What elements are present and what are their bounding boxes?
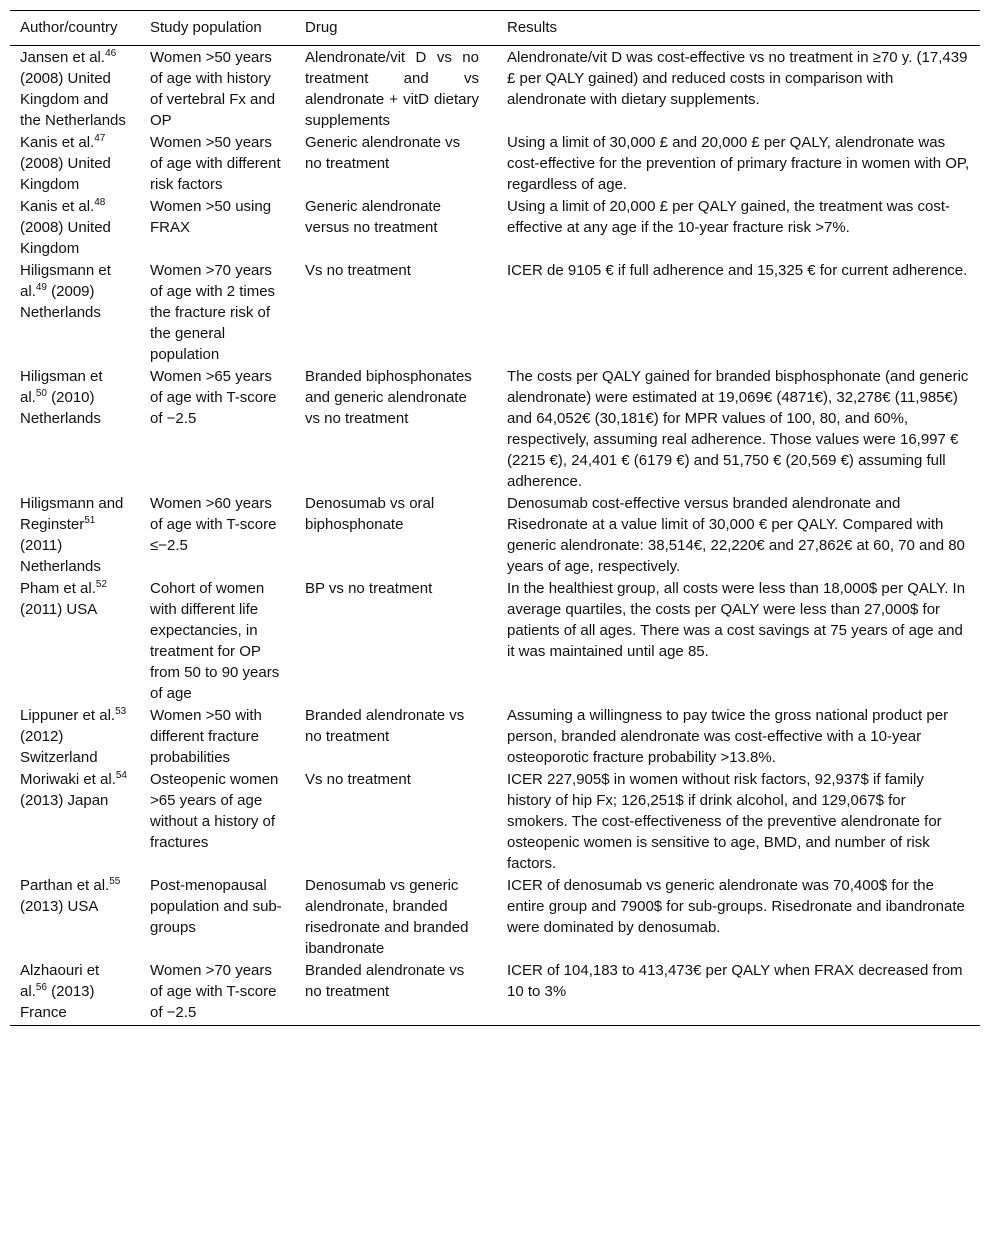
results-cell: Using a limit of 20,000 £ per QALY gained, the treatment was cost-effective at any age if the 10-year fracture risk >7%. bbox=[507, 198, 951, 236]
drug-cell: Denosumab vs oral biphosphonate bbox=[305, 495, 435, 533]
population-cell: Post-menopausal population and sub-groups bbox=[150, 877, 282, 936]
drug-cell: Vs no treatment bbox=[305, 771, 411, 788]
reference-number: 51 bbox=[84, 515, 96, 526]
header-study-population: Study population bbox=[140, 11, 295, 46]
author-cell: Hiligsmann and Reginster$^{51}$ (2011) Netherlands bbox=[20, 495, 124, 575]
population-cell: Cohort of women with different life expectancies, in treatment for OP from 50 to 90 years of age bbox=[150, 580, 280, 702]
reference-number: 52 bbox=[95, 579, 107, 590]
table-body bbox=[10, 46, 980, 1026]
author-cell: Alzhaouri et al.$^{56}$ (2013) France bbox=[10, 959, 140, 1026]
reference-number: 46 bbox=[105, 48, 117, 59]
drug-cell: Branded biphosphonates and generic alendronate vs no treatment bbox=[305, 368, 472, 427]
table-row bbox=[10, 704, 980, 768]
population-cell: Women >65 years of age with T-score of −2.5 bbox=[150, 368, 277, 427]
drug-cell: Branded alendronate vs no treatment bbox=[295, 959, 497, 1026]
results-cell: ICER of denosumab vs generic alendronate was 70,400$ for the entire group and 7900$ for sub-groups. Risedronate and ibandronate were dominated by denosumab. bbox=[507, 877, 965, 936]
results-cell: ICER of 104,183 to 413,473€ per QALY when FRAX decreased from 10 to 3% bbox=[497, 959, 980, 1026]
author-cell: Hiligsman et al.$^{50}$ (2010) Netherlands bbox=[20, 368, 103, 427]
reference-number: 54 bbox=[115, 770, 127, 781]
table-row bbox=[10, 577, 980, 704]
results-cell: Denosumab cost-effective versus branded alendronate and Risedronate at a value limit of 30,000 € per QALY. Compared with generic alendronate: 38,514€, 22,220€ and 27,862€ at 60, 70 and 80 years of age, respectively. bbox=[507, 495, 965, 575]
table-row bbox=[10, 492, 980, 577]
results-cell: The costs per QALY gained for branded bisphosphonate (and generic alendronate) were estimated at 19,069€ (4871€), 32,278€ (11,985€) and 64,052€ (30,181€) for MPR values of 100, 80, and 60%, respectively, assuming real adherence. Those values were 16,997 € (2215 €), 24,401 € (6179 €) and 51,750 € (20,569 €) assuming full adherence. bbox=[507, 368, 969, 490]
drug-cell: Denosumab vs generic alendronate, branded risedronate and branded ibandronate bbox=[305, 877, 469, 957]
population-cell: Women >60 years of age with T-score ≤−2.5 bbox=[150, 495, 277, 554]
author-cell: Lippuner et al.$^{53}$ (2012) Switzerland bbox=[20, 706, 127, 766]
population-cell: Women >70 years of age with 2 times the fracture risk of the general population bbox=[150, 262, 276, 363]
author-cell: Parthan et al.$^{55}$ (2013) USA bbox=[20, 876, 121, 915]
table-header bbox=[10, 11, 980, 46]
population-cell: Osteopenic women >65 years of age without a history of fractures bbox=[150, 771, 279, 851]
reference-number: 55 bbox=[109, 876, 121, 887]
reference-number: 50 bbox=[35, 388, 47, 399]
author-cell: Hiligsmann et al.$^{49}$ (2009) Netherlands bbox=[20, 262, 111, 321]
population-cell: Women >70 years of age with T-score of −2.5 bbox=[140, 959, 295, 1026]
population-cell: Women >50 years of age with history of vertebral Fx and OP bbox=[150, 49, 276, 129]
cost-effectiveness-table bbox=[10, 10, 980, 1026]
drug-cell: BP vs no treatment bbox=[305, 580, 433, 597]
reference-number: 48 bbox=[94, 197, 106, 208]
results-cell: In the healthiest group, all costs were less than 18,000$ per QALY. In average quartiles, the costs per QALY were less than 27,000$ for patients of all ages. There was a cost savings at 75 years of age and it was maintained until age 85. bbox=[507, 580, 966, 660]
author-cell: Moriwaki et al.$^{54}$ (2013) Japan bbox=[20, 770, 127, 809]
results-cell: ICER 227,905$ in women without risk factors, 92,937$ if family history of hip Fx; 126,251$ if drink alcohol, and 129,067$ for smokers. The cost-effectiveness of the preventive alendronate for osteopenic women is sensitive to age, BMD, and number of risk factors. bbox=[507, 771, 942, 872]
header-author-country: Author/country bbox=[10, 11, 140, 46]
header-drug: Drug bbox=[295, 11, 497, 46]
table-row bbox=[10, 959, 980, 1026]
author-cell: Jansen et al.$^{46}$ (2008) United Kingdom and the Netherlands bbox=[20, 48, 126, 129]
population-cell: Women >50 using FRAX bbox=[150, 198, 272, 236]
table-row bbox=[10, 768, 980, 874]
reference-number: 49 bbox=[35, 282, 47, 293]
header-results: Results bbox=[497, 11, 980, 46]
results-cell: Using a limit of 30,000 £ and 20,000 £ per QALY, alendronate was cost-effective for the prevention of primary fracture in women with OP, regardless of age. bbox=[507, 134, 970, 193]
drug-cell: Vs no treatment bbox=[305, 262, 411, 279]
table-row bbox=[10, 365, 980, 492]
reference-number: 47 bbox=[94, 133, 106, 144]
table-row bbox=[10, 131, 980, 195]
results-cell: ICER de 9105 € if full adherence and 15,325 € for current adherence. bbox=[507, 262, 968, 279]
reference-number: 56 bbox=[35, 982, 47, 993]
drug-cell: Branded alendronate vs no treatment bbox=[305, 707, 465, 745]
drug-cell: Alendronate/vit D vs no treatment and vs alendronate + vitD dietary supplements bbox=[305, 49, 479, 129]
drug-cell: Generic alendronate versus no treatment bbox=[305, 198, 441, 236]
table-row bbox=[10, 874, 980, 959]
results-cell: Assuming a willingness to pay twice the gross national product per person, branded alendronate was cost-effective with a 10-year osteoporotic fracture probability >13.8%. bbox=[507, 707, 949, 766]
author-cell: Kanis et al.$^{48}$ (2008) United Kingdom bbox=[20, 197, 111, 257]
table-row bbox=[10, 46, 980, 132]
population-cell: Women >50 years of age with different risk factors bbox=[150, 134, 281, 193]
reference-number: 53 bbox=[115, 706, 127, 717]
author-cell: Pham et al.$^{52}$ (2011) USA bbox=[20, 579, 107, 618]
table-row bbox=[10, 195, 980, 259]
population-cell: Women >50 with different fracture probabilities bbox=[150, 707, 262, 766]
drug-cell: Generic alendronate vs no treatment bbox=[305, 134, 461, 172]
results-cell: Alendronate/vit D was cost-effective vs no treatment in ≥70 y. (17,439 £ per QALY gained) and reduced costs in comparison with alendronate with dietary supplements. bbox=[507, 49, 968, 108]
author-cell: Kanis et al.$^{47}$ (2008) United Kingdom bbox=[20, 133, 111, 193]
table-row bbox=[10, 259, 980, 365]
